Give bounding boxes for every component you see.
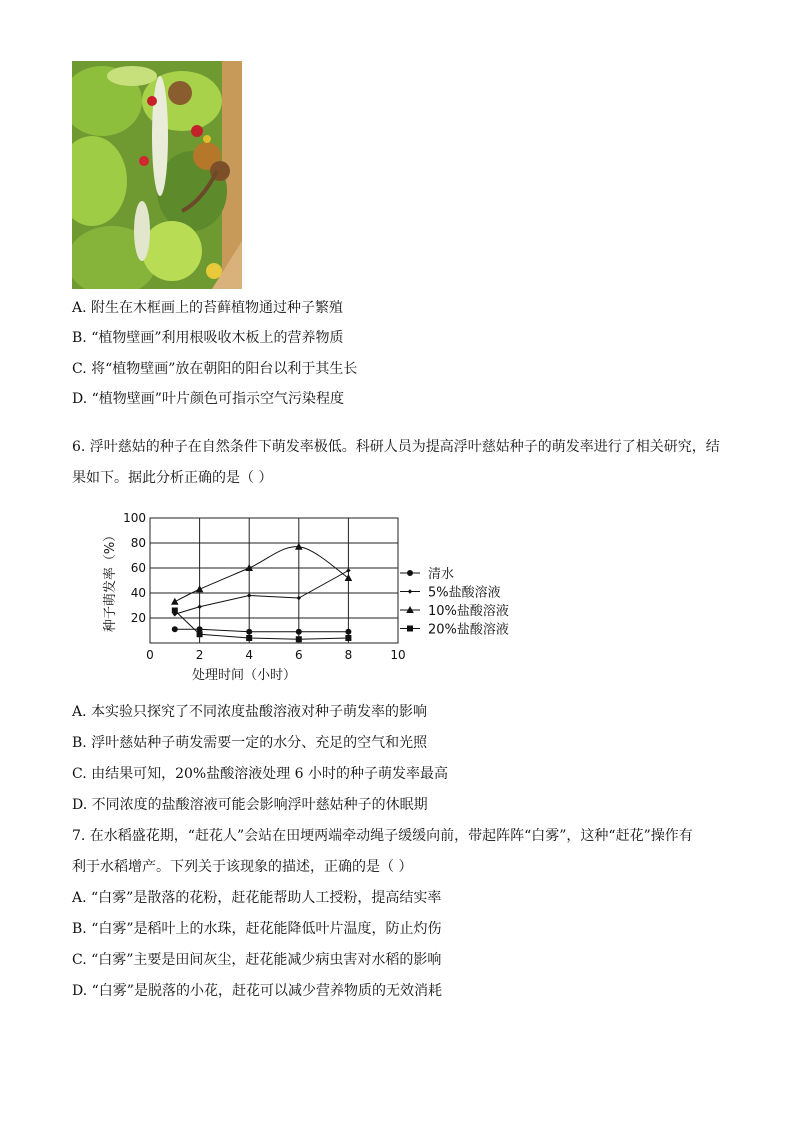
x-tick-label: 2 bbox=[195, 648, 204, 662]
data-point bbox=[346, 568, 350, 572]
x-tick-label: 6 bbox=[294, 648, 303, 662]
q6-option-a: A. 本实验只探究了不同浓度盐酸溶液对种子萌发率的影响 bbox=[72, 704, 428, 720]
germination-line-chart bbox=[96, 505, 536, 685]
y-axis-title: 种子萌发率（%） bbox=[103, 528, 118, 633]
q7-stem-line2: 利于水稻增产。下列关于该现象的描述，正确的是（ ） bbox=[72, 859, 413, 875]
legend-marker bbox=[408, 589, 412, 593]
data-point bbox=[296, 629, 302, 635]
data-point bbox=[345, 629, 351, 635]
data-point bbox=[247, 593, 251, 597]
q6-option-c: C. 由结果可知，20%盐酸溶液处理 6 小时的种子萌发率最高 bbox=[72, 766, 449, 782]
data-point bbox=[196, 585, 204, 592]
q7-stem-line1: 7. 在水稻盛花期，“赶花人”会站在田埂两端牵动绳子缓缓向前，带起阵阵“白雾”，这种“赶花”操作有 bbox=[72, 828, 693, 844]
y-tick-label: 60 bbox=[130, 561, 146, 575]
data-point bbox=[246, 635, 252, 641]
data-point bbox=[197, 631, 203, 637]
q6-option-d: D. 不同浓度的盐酸溶液可能会影响浮叶慈姑种子的休眠期 bbox=[72, 797, 428, 813]
data-point bbox=[296, 636, 302, 642]
data-point bbox=[246, 629, 252, 635]
q5-option-a: A. 附生在木框画上的苔藓植物通过种子繁殖 bbox=[72, 300, 344, 316]
data-point bbox=[197, 605, 201, 609]
data-point bbox=[345, 635, 351, 641]
q7-option-c: C. “白雾”主要是田间灰尘，赶花能减少病虫害对水稻的影响 bbox=[72, 952, 442, 968]
x-axis-title: 处理时间（小时） bbox=[191, 668, 297, 683]
x-tick-label: 0 bbox=[146, 648, 154, 662]
q5-option-b: B. “植物壁画”利用根吸收木板上的营养物质 bbox=[72, 330, 344, 346]
x-tick-label: 8 bbox=[344, 648, 353, 662]
y-tick-label: 20 bbox=[130, 611, 146, 625]
q7-option-d: D. “白雾”是脱落的小花，赶花可以减少营养物质的无效消耗 bbox=[72, 983, 442, 999]
legend-label: 10%盐酸溶液 bbox=[428, 604, 509, 619]
germination-chart bbox=[96, 505, 536, 689]
q5-option-d: D. “植物壁画”叶片颜色可指示空气污染程度 bbox=[72, 391, 344, 407]
q6-option-b: B. 浮叶慈姑种子萌发需要一定的水分、充足的空气和光照 bbox=[72, 735, 428, 751]
x-tick-label: 4 bbox=[245, 648, 254, 662]
q5-option-c: C. 将“植物壁画”放在朝阳的阳台以利于其生长 bbox=[72, 361, 358, 377]
legend-label: 20%盐酸溶液 bbox=[428, 622, 509, 638]
plant-wall-photo bbox=[72, 61, 242, 289]
q6-stem: 6. 浮叶慈姑的种子在自然条件下萌发率极低。科研人员为提高浮叶慈姑种子的萌发率进行了相关研究，结果如下。据此分析正确的是（ ） bbox=[72, 439, 720, 486]
y-tick-label: 100 bbox=[123, 511, 146, 525]
legend-marker bbox=[407, 626, 413, 632]
legend-marker bbox=[407, 570, 413, 576]
moss-wall-picture bbox=[72, 61, 242, 289]
data-point bbox=[297, 596, 301, 600]
data-point bbox=[172, 626, 178, 632]
x-tick-label: 10 bbox=[390, 648, 406, 662]
data-point bbox=[172, 608, 178, 614]
data-point bbox=[171, 598, 179, 605]
legend-label: 5%盐酸溶液 bbox=[428, 585, 501, 601]
y-tick-label: 80 bbox=[130, 536, 146, 550]
legend-label: 清水 bbox=[428, 567, 455, 582]
plot-frame bbox=[150, 518, 398, 643]
y-tick-label: 40 bbox=[130, 586, 146, 600]
q7-option-a: A. “白雾”是散落的花粉，赶花能帮助人工授粉，提高结实率 bbox=[72, 890, 442, 906]
q7-option-b: B. “白雾”是稻叶上的水珠，赶花能降低叶片温度，防止灼伤 bbox=[72, 921, 442, 937]
data-point bbox=[345, 574, 353, 581]
